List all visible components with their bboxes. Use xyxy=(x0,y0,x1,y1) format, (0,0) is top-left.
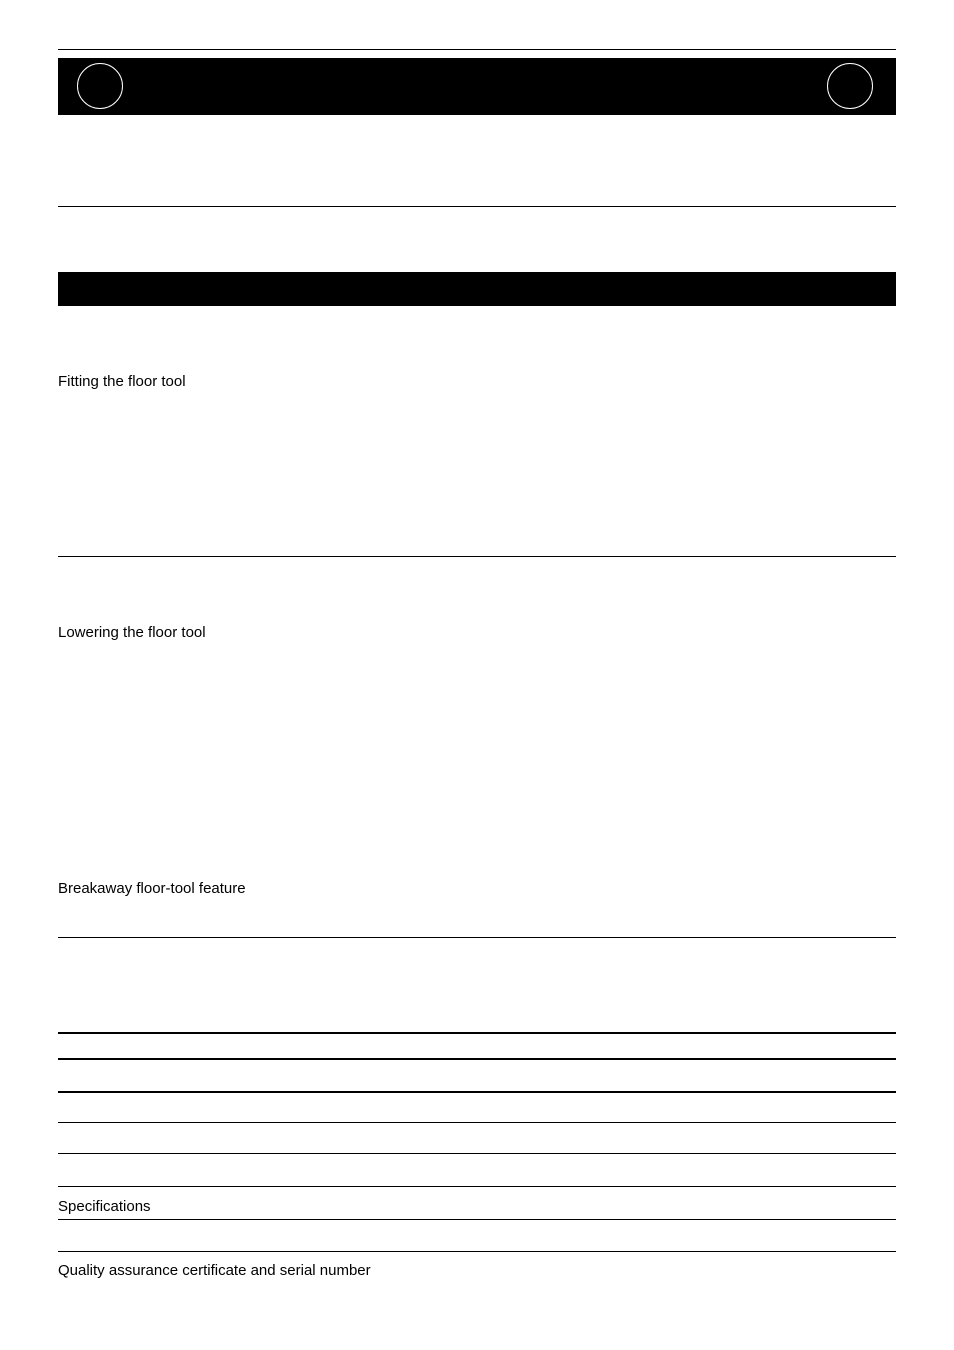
right-circle-icon xyxy=(827,63,873,109)
rule-after-header xyxy=(58,206,896,207)
rule-after-fitting xyxy=(58,556,896,557)
left-circle-icon xyxy=(77,63,123,109)
section-bar xyxy=(58,272,896,306)
index-rule-3 xyxy=(58,1091,896,1093)
quality-label: Quality assurance certificate and serial number xyxy=(58,1262,371,1279)
index-rule-2 xyxy=(58,1058,896,1060)
index-rule-4 xyxy=(58,1122,896,1123)
specifications-label: Specifications xyxy=(58,1198,151,1215)
index-rule-7 xyxy=(58,1219,896,1220)
lowering-heading: Lowering the floor tool xyxy=(58,624,206,641)
rule-after-breakaway xyxy=(58,937,896,938)
header-bar xyxy=(58,58,896,115)
fitting-heading: Fitting the floor tool xyxy=(58,373,186,390)
top-rule xyxy=(58,49,896,50)
index-rule-1 xyxy=(58,1032,896,1034)
index-rule-5 xyxy=(58,1153,896,1154)
index-rule-8 xyxy=(58,1251,896,1252)
index-rule-6 xyxy=(58,1186,896,1187)
breakaway-heading: Breakaway floor-tool feature xyxy=(58,880,246,897)
